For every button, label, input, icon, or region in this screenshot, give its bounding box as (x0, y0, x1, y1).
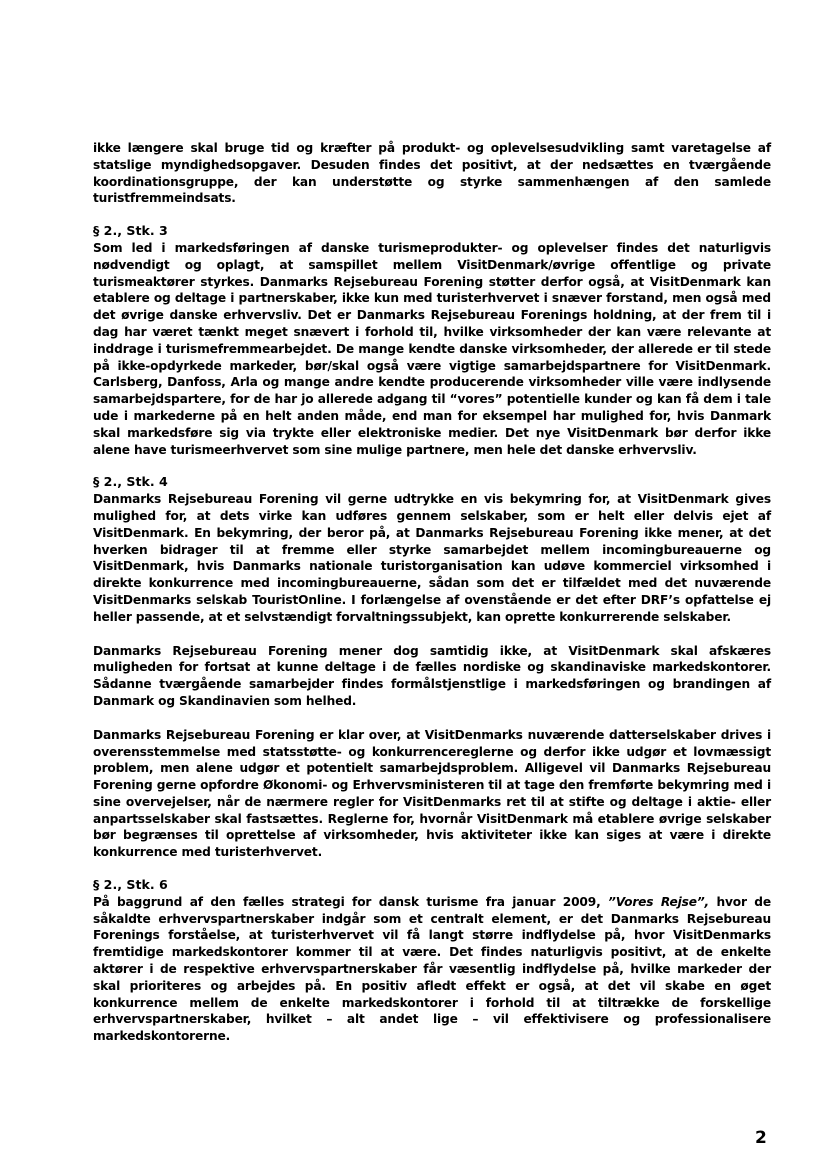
paragraph-stk4: Danmarks Rejsebureau Forening vil gerne udtrykke en vis bekymring for, at VisitDenmark gives mulighed for, at dets virke kan udføres gennem selskaber, som er helt eller delvis ejet af VisitDenmark. En bekymring, der beror på, at Danmarks Rejsebureau Forening ikke mener, at det hverken bidrager til at fremme eller styrke samarbejdet mellem incomingbureauerne og VisitDenmark, hvis Danmarks nationale turistorganisation kan udøve kommerciel virksomhed i direkte konkurrence med incomingbureauerne, sådan som det er tilfældet med det nuværende VisitDenmarks selskab TouristOnline. I forlængelse af ovenstående er det efter DRF’s opfattelse ej heller passende, at et selvstændigt forvaltningssubjekt, kan oprette konkurrerende selskaber. (93, 492, 771, 624)
paragraph-stk3: Som led i markedsføringen af danske turismeprodukter- og oplevelser findes det naturligvis nødvendigt og oplagt, at samspillet mellem VisitDenmark/øvrige offentlige og private turismeaktører styrkes. Danmarks Rejsebureau Forening støtter derfor også, at VisitDenmark kan etablere og deltage i partnerskaber, ikke kun med turisterhvervet i snæver forstand, men også med det øvrige danske erhvervsliv. Det er Danmarks Rejsebureau Forenings holdning, at der frem til i dag har været tænkt meget snævert i forhold til, hvilke virksomheder der kan være relevante at inddrage i turismefremmearbejdet. De mange kendte danske virksomheder, der allerede er til stede på ikke-opdyrkede markeder, bør/skal også være vigtige samarbejdspartnere for VisitDenmark. Carlsberg, Danfoss, Arla og mange andre kendte producerende virksomheder ville være indlysende samarbejdspartere, for de har jo allerede adgang til “vores” potentielle kunder og kan få dem i tale ude i markederne på en helt anden måde, end man for eksempel har mulighed for, hvis Danmark skal markedsføre sig via trykte eller elektroniske medier. Det nye VisitDenmark bør derfor ikke alene have turismeerhvervet som sine mulige partnere, men hele det danske erhvervsliv. (93, 240, 771, 457)
paragraph-stk6 (93, 894, 771, 1045)
strategy-title: ”Vores Rejse”, (608, 894, 710, 909)
section-heading-stk6: § 2., Stk. 6 (93, 877, 168, 893)
paragraph-subsidiaries: Danmarks Rejsebureau Forening er klar over, at VisitDenmarks nuværende datterselskaber drives i overensstemmelse med statsstøtte- og konkurrencereglerne og derfor ikke udgør et lovmæssigt problem, men alene udgør et potentielt samarbejdsproblem. Alligevel vil Danmarks Rejsebureau Forening gerne opfordre Økonomi- og Erhvervsministeren til at tage den fremførte bekymring med i sine overvejelser, når de nærmere regler for VisitDenmarks ret til at stifte og deltage i aktie- eller anpartsselskaber skal fastsættes. Reglerne for, hvornår VisitDenmark må etablere øvrige selskaber bør begrænses til oprettelse af virksomheder, hvis aktiviteter ikke kan siges at være i direkte konkurrence med turisterhvervet. (93, 727, 771, 860)
section-heading-stk4: § 2., Stk. 4 (93, 474, 168, 490)
paragraph-intro: ikke længere skal bruge tid og kræfter på produkt- og oplevelsesudvikling samt varetagelse af statslige myndighedsopgaver. Desuden findes det positivt, at der nedsættes en tværgående koordinationsgruppe, der kan understøtte og styrke sammenhængen af den samlede turistfremmeindsats. (93, 141, 771, 206)
page-number: 2 (755, 1128, 767, 1148)
paragraph-stk6-end: hvor de såkaldte erhvervspartnerskaber indgår som et centralt element, er det Danmarks Rejsebureau Forenings forståelse, at turisterhvervet vil få langt større indflydelse på, hvor VisitDenmarks fremtidige markedskontorer kommer til at være. Det findes naturligvis positivt, at de enkelte aktører i de respektive erhvervspartnerskaber får væsentlig indflydelse på, hvilke markeder der skal prioriteres og arbejdes på. En positiv afledt effekt er også, at det vil skabe en øget konkurrence mellem de enkelte markedskontorer i forhold til at tiltrække de forskellige erhvervspartnerskaber, hvilket – alt andet lige – vil effektivisere og professionalisere markedskontorerne. (93, 894, 771, 1044)
paragraph-stk6-start: På baggrund af den fælles strategi for dansk turisme fra januar 2009, (93, 894, 608, 909)
paragraph-nordic-offices: Danmarks Rejsebureau Forening mener dog samtidig ikke, at VisitDenmark skal afskæres muligheden for fortsat at kunne deltage i de fælles nordiske og skandinaviske markedskontorer. Sådanne tværgående samarbejder findes formålstjenstlige i markedsføringen og brandingen af Danmark og Skandinavien som helhed. (93, 643, 771, 708)
document-body (93, 140, 771, 1045)
section-heading-stk3: § 2., Stk. 3 (93, 223, 168, 239)
